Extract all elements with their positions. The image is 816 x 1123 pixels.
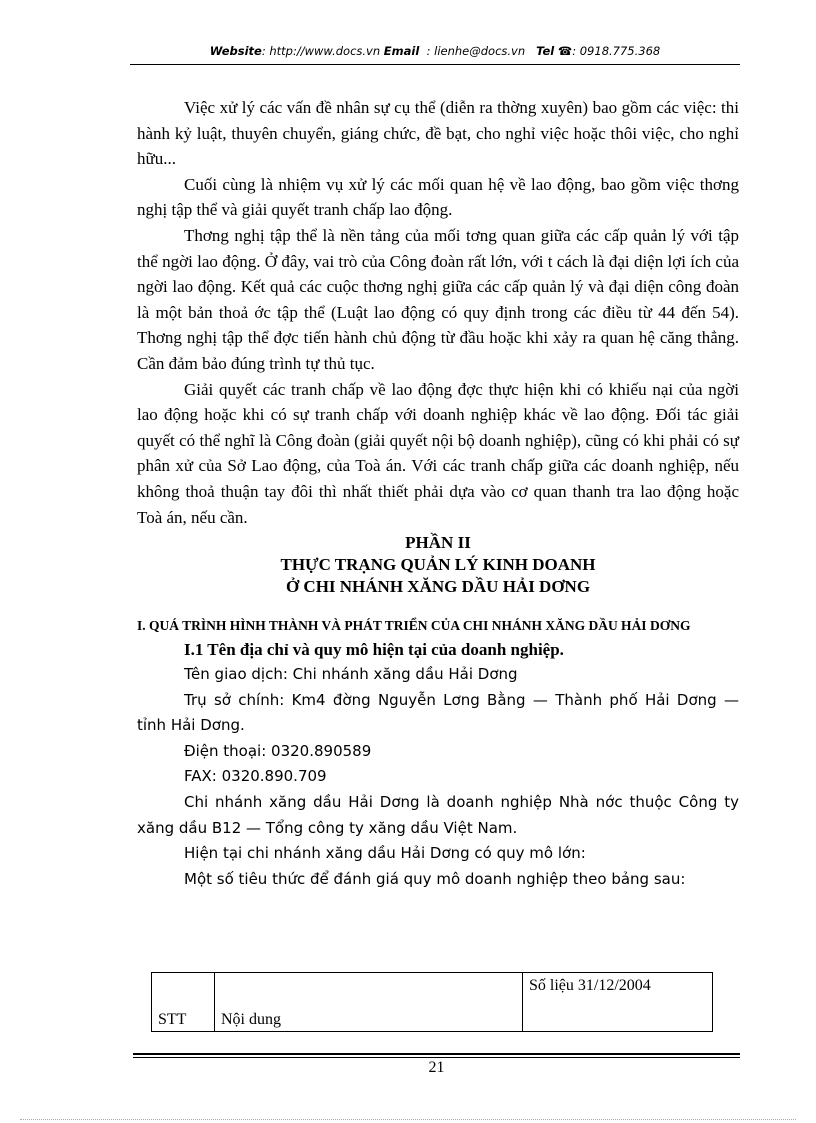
- trade-name: Tên giao dịch: Chi nhánh xăng dầu Hải Dơng: [184, 665, 518, 684]
- table-header-stt: STT: [152, 973, 215, 1032]
- paragraph: Giải quyết các tranh chấp về lao động đợc thực hiện khi có khiếu nại của ngời lao động hoặc khi có sự tranh chấp với doanh nghiệp khác về lao động. Đối tác giải quyết có thể nghĩ là Công đoàn (giải quyết nội bộ doanh nghiệp), cũng có khi phải có sự phân xử của Sở Lao động, của Toà án. Với các tranh chấp giữa các doanh nghiệp, nếu không thoả thuận tay đôi thì nhất thiết phải dựa vào cơ quan thanh tra lao động hoặc Toà án, nếu cần.: [137, 379, 739, 527]
- header-rule: [130, 64, 740, 65]
- section-heading: I. QUÁ TRÌNH HÌNH THÀNH VÀ PHÁT TRIỂN CỦA CHI NHÁNH XĂNG DẦU HẢI DƠNG: [137, 618, 691, 634]
- fax: FAX: 0320.890.709: [184, 767, 327, 786]
- head-office: Trụ sở chính: Km4 đờng Nguyễn Lơng Bằng — Thành phố Hải Dơng — tỉnh Hải Dơng.: [137, 690, 739, 735]
- criteria-intro: Một số tiêu thức để đánh giá quy mô doanh nghiệp theo bảng sau:: [184, 869, 686, 888]
- table-header-content: Nội dung: [215, 973, 523, 1032]
- table-header-figures: Số liệu 31/12/2004: [523, 973, 713, 1032]
- page-edge: [20, 1119, 796, 1120]
- paragraph: Thơng nghị tập thể là nền tảng của mối tơng quan giữa các cấp quản lý với tập thể ngời lao động. Ở đây, vai trò của Công đoàn rất lớn, với t cách là đại diện lợi ích của ngời lao động. Kết quả các cuộc thơng nghị giữa các cấp quản lý và đại diện công đoàn là một bản thoả ớc tập thể (Luật lao động có quy định trong các điều từ 44 đến 54). Thơng nghị tập thể đợc tiến hành chủ động từ đầu hoặc khi xảy ra quan hệ căng thẳng. Cần đảm bảo đúng trình tự thủ tục.: [137, 225, 739, 373]
- scale-table: [151, 972, 713, 1032]
- company-scale: Hiện tại chi nhánh xăng dầu Hải Dơng có quy mô lớn:: [184, 844, 586, 863]
- footer-rule: [133, 1053, 740, 1055]
- paragraph: Cuối cùng là nhiệm vụ xử lý các mối quan hệ về lao động, bao gồm việc thơng nghị tập thể và giải quyết tranh chấp lao động.: [137, 174, 739, 220]
- document-body: [137, 95, 739, 892]
- email-label: Email: [383, 44, 420, 58]
- page-number: 21: [428, 1059, 445, 1076]
- email-value: : lienhe@docs.vn: [426, 44, 526, 58]
- website-label: Website: [209, 44, 262, 58]
- website-value: : http://www.docs.vn: [261, 44, 381, 58]
- part-title-line1: THỰC TRẠNG QUẢN LÝ KINH DOANH: [280, 555, 596, 575]
- phone: Điện thoại: 0320.890589: [184, 741, 372, 760]
- part-title-line2: Ở CHI NHÁNH XĂNG DẦU HẢI DƠNG: [285, 577, 591, 597]
- paragraph: Việc xử lý các vấn đề nhân sự cụ thể (diễn ra thờng xuyên) bao gồm các việc: thi hành kỷ luật, thuyên chuyển, giáng chức, đề bạt, cho nghỉ việc hoặc thôi việc, cho nghỉ hữu...: [137, 98, 739, 169]
- footer-rule: [133, 1057, 740, 1058]
- subsection-heading: I.1 Tên địa chỉ và quy mô hiện tại của doanh nghiệp.: [184, 640, 564, 660]
- part-number: PHẦN II: [405, 533, 471, 553]
- table-header-row: [152, 973, 713, 1032]
- tel-label: Tel: [536, 44, 555, 58]
- company-description: Chi nhánh xăng dầu Hải Dơng là doanh nghiệp Nhà nớc thuộc Công ty xăng dầu B12 — Tổng công ty xăng dầu Việt Nam.: [137, 793, 739, 837]
- page-header: [130, 44, 740, 58]
- tel-value: ☎: 0918.775.368: [557, 44, 661, 58]
